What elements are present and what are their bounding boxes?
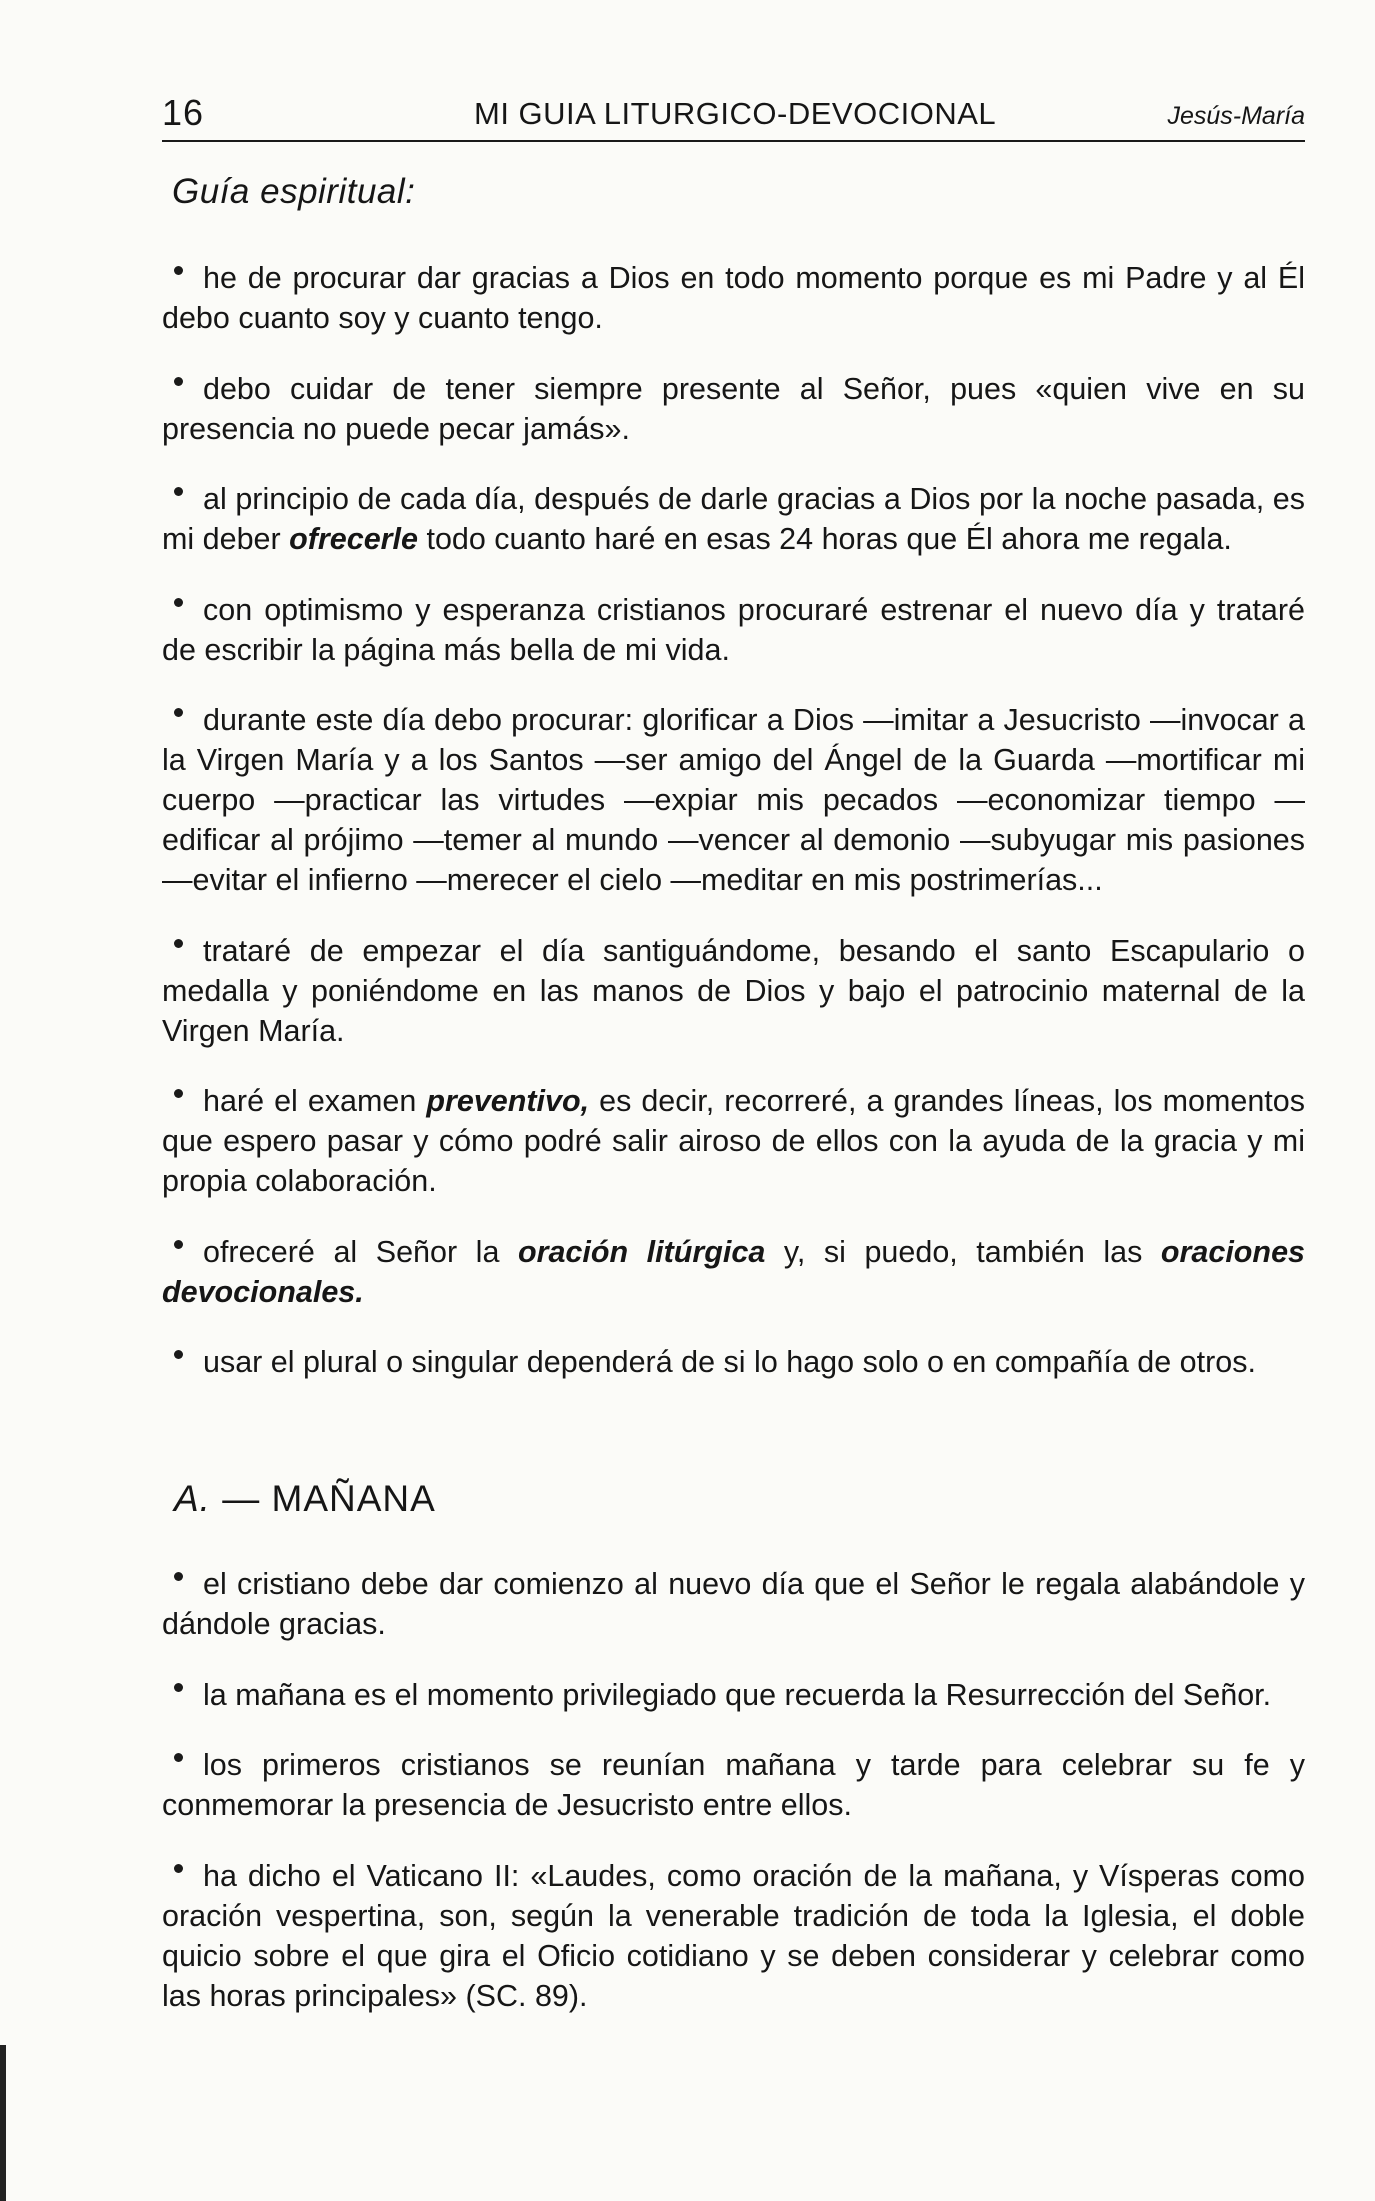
section-title-manana — [174, 1478, 1305, 1520]
bullet-icon — [174, 939, 183, 948]
list-item: usar el plural o singular dependerá de si lo hago solo o en compañía de otros. — [162, 1342, 1305, 1382]
bullet-icon — [174, 266, 183, 275]
book-title: MI GUIA LITURGICO-DEVOCIONAL — [474, 96, 997, 131]
book-page — [162, 92, 1305, 2030]
bullet-icon — [174, 377, 183, 386]
section-heading: — MAÑANA — [222, 1478, 436, 1519]
bullet-icon — [174, 1240, 183, 1249]
list-item: ha dicho el Vaticano II: «Laudes, como oración de la mañana, y Vísperas como oración vespertina, son, según la venerable tradición de toda la Iglesia, el doble quicio sobre el que gira el Oficio cotidiano y se deben considerar y celebrar como las horas principales» (SC. 89). — [162, 1858, 1305, 2013]
bullet-icon — [174, 1089, 183, 1098]
list-item: haré el examen preventivo, es decir, recorreré, a grandes líneas, los momentos que espero pasar y cómo podré salir airoso de ellos con la ayuda de la gracia y mi propia colaboración. — [162, 1084, 1305, 1198]
emphasis: ofrecerle — [289, 522, 418, 556]
emphasis: oraciones devocionales. — [162, 1234, 1305, 1309]
guia-list — [162, 258, 1305, 1382]
list-item: la mañana es el momento privilegiado que recuerda la Resurrección del Señor. — [162, 1675, 1305, 1715]
manana-list — [162, 1564, 1305, 2016]
list-item: el cristiano debe dar comienzo al nuevo día que el Señor le regala alabándole y dándole gracias. — [162, 1567, 1305, 1641]
list-item: con optimismo y esperanza cristianos procuraré estrenar el nuevo día y trataré de escribir la página más bella de mi vida. — [162, 592, 1305, 667]
bullet-icon — [174, 1753, 183, 1762]
list-item: los primeros cristianos se reunían mañana y tarde para celebrar su fe y conmemorar la presencia de Jesucristo entre ellos. — [162, 1748, 1305, 1822]
list-item: durante este día debo procurar: glorificar a Dios —imitar a Jesucristo —invocar a la Virgen María y a los Santos —ser amigo del Ángel de la Guarda —mortificar mi cuerpo —practicar las virtudes —expiar mis pecados —economizar tiempo —edificar al prójimo —temer al mundo —vencer al demonio —subyugar mis pasiones —evitar el infierno —merecer el cielo —meditar en mis postrimerías... — [162, 703, 1305, 897]
publisher-brand: Jesús-María — [1167, 102, 1305, 130]
bullet-icon — [174, 1683, 183, 1692]
list-item: debo cuidar de tener siempre presente al Señor, pues «quien vive en su presencia no puede pecar jamás». — [162, 371, 1305, 446]
running-header — [162, 92, 1305, 142]
section-letter: A. — [174, 1478, 211, 1519]
bullet-icon — [174, 1350, 183, 1359]
section-title-guia: Guía espiritual: — [172, 172, 416, 211]
bullet-icon — [174, 1572, 183, 1581]
bullet-icon — [174, 1864, 183, 1873]
list-item: ofreceré al Señor la oración litúrgica y, si puedo, también las oraciones devocionales. — [162, 1234, 1305, 1309]
page-number: 16 — [162, 92, 205, 133]
emphasis: preventivo, — [426, 1084, 590, 1118]
list-item: trataré de empezar el día santiguándome, besando el santo Escapulario o medalla y poniéndome en las manos de Dios y bajo el patrocinio maternal de la Virgen María. — [162, 933, 1305, 1048]
bullet-icon — [174, 598, 183, 607]
scan-edge-mark — [0, 2045, 6, 2201]
bullet-icon — [174, 708, 183, 717]
list-item: he de procurar dar gracias a Dios en todo momento porque es mi Padre y al Él debo cuanto soy y cuanto tengo. — [162, 261, 1305, 335]
emphasis: oración litúrgica — [517, 1234, 766, 1269]
bullet-icon — [174, 487, 183, 496]
list-item: al principio de cada día, después de darle gracias a Dios por la noche pasada, es mi deber ofrecerle todo cuanto haré en esas 24 horas que Él ahora me regala. — [162, 482, 1305, 556]
